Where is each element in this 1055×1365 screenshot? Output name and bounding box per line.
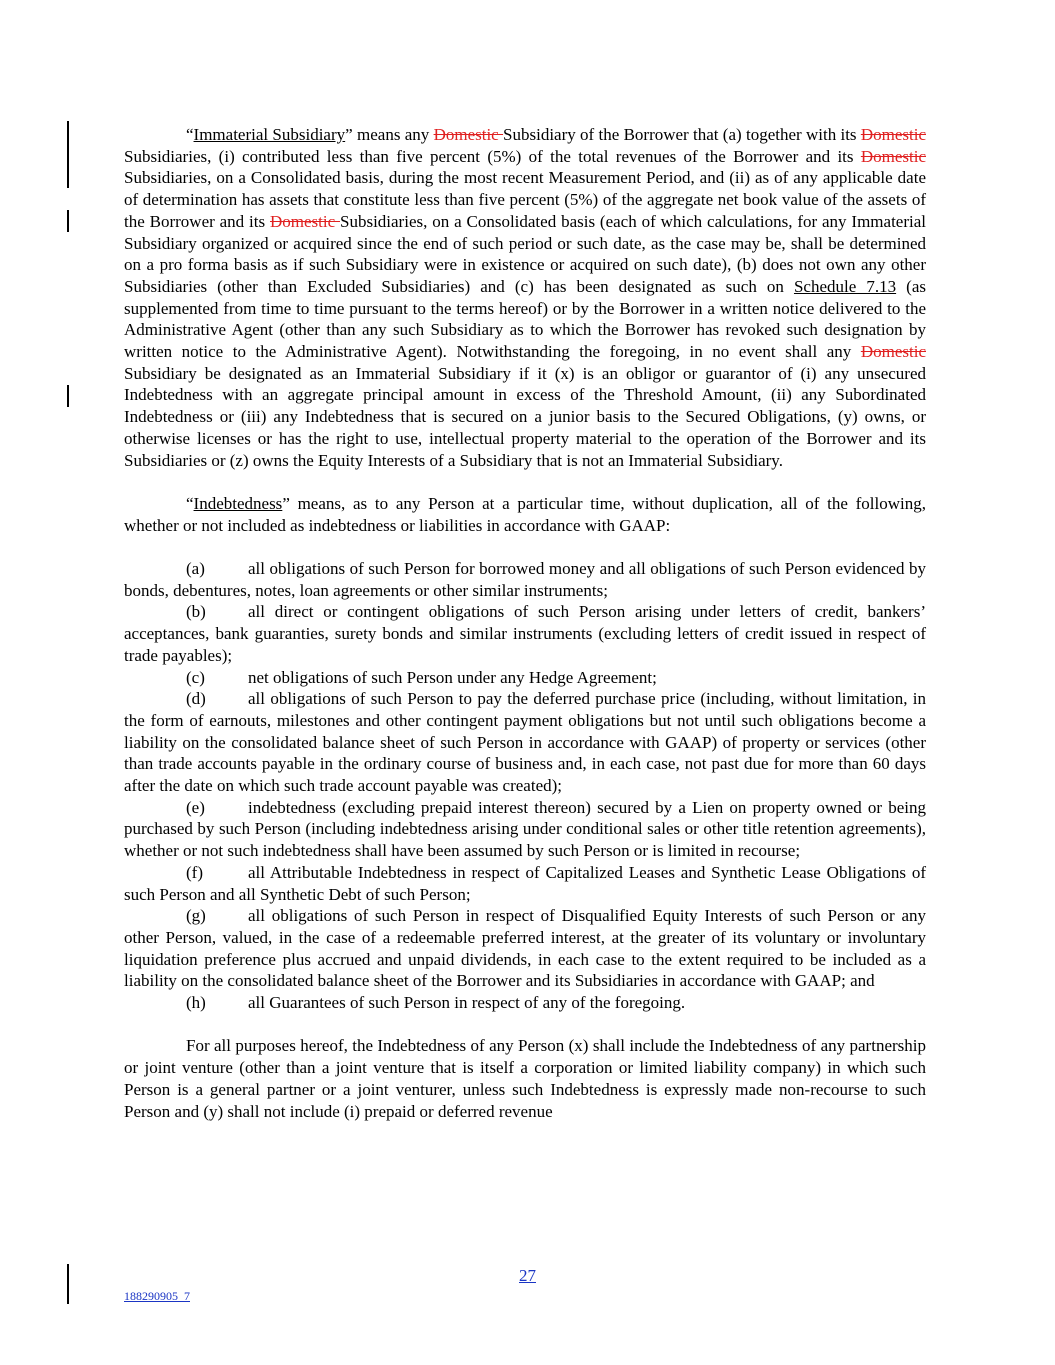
schedule-reference: Schedule 7.13 bbox=[793, 276, 897, 296]
defined-term: Immaterial Subsidiary bbox=[193, 125, 346, 144]
list-item: (g) all obligations of such Person in respect of Disqualified Equity Interests of such Person or any other Person, valued, in the case of a redeemable preferred interest, at the greater of its voluntary or involuntary liquidation preference plus accrued and unpaid dividends, in each case to the extent required to be included as a liability on the consolidated balance sheet of the Borrower and its Subsidiaries in accordance with GAAP; and bbox=[124, 906, 926, 991]
immaterial-subsidiary-definition: “Immaterial Subsidiary” means any Domestic Subsidiary of the Borrower that (a) together with its Domestic Subsidiaries, (i) contributed less than five percent (5%) of the total revenues of the Borrower and its Domestic Subsidiaries, on a Consolidated basis, during the most recent Measurement Period, and (ii) as of any applicable date of determination has assets that constitute less than five percent (5%) of the aggregate net book value of the assets of the Borrower and its Domestic Subsidiaries, on a Consolidated basis (each of which calculations, for any Immaterial Subsidiary organized or acquired since the end of such period or such date, as the case may be, shall be determined on a pro forma basis as if such Subsidiary were in existence or acquired on such date), (b) does not own any other Subsidiaries (other than Excluded Subsidiaries) and (c) has been designated as such on Schedule 7.13 (as supplemented from time to time pursuant to the terms hereof) or by the Borrower in a written notice delivered to the Administrative Agent (other than any such Subsidiary as to which the Borrower has revoked such designation by written notice to the Administrative Agent). Notwithstanding the foregoing, in no event shall any Domestic Subsidiary be designated as an Immaterial Subsidiary if it (x) is an obligor or guarantor of (i) any unsecured Indebtedness with an aggregate principal amount in excess of the Threshold Amount, (ii) any Subordinated Indebtedness or (iii) any Indebtedness that is secured on a junior basis to the Secured Obligations, (y) owns, or otherwise licenses or has the right to use, intellectual property material to the operation of the Borrower and its Subsidiaries or (z) owns the Equity Interests of a Subsidiary that is not an Immaterial Subsidiary. bbox=[124, 125, 926, 470]
deleted-text: Domestic bbox=[860, 125, 926, 144]
deleted-text: Domestic bbox=[860, 146, 926, 166]
list-item: (f) all Attributable Indebtedness in respect of Capitalized Leases and Synthetic Lease Obligations of such Person and all Synthetic Debt of such Person; bbox=[124, 862, 926, 904]
change-bar bbox=[67, 385, 69, 407]
defined-term: Indebtedness bbox=[193, 493, 283, 513]
deleted-text: Domestic bbox=[860, 342, 926, 362]
list-item: (b) all direct or contingent obligations of such Person arising under letters of credit, bankers’ acceptances, bank guaranties, surety bonds and similar instruments (excluding letters of credit issued in respect of trade payables); bbox=[124, 602, 926, 665]
list-item: (e) indebtedness (excluding prepaid interest thereon) secured by a Lien on property owned or being purchased by such Person (including indebtedness arising under conditional sales or other title retention agreements), whether or not such indebtedness shall have been assumed by such Person or is limited in recourse; bbox=[124, 797, 926, 861]
list-item: (d) all obligations of such Person to pay the deferred purchase price (including, without limitation, in the form of earnouts, milestones and other contingent payment obligations but not until such obligations become a liability on the consolidated balance sheet of such Person in accordance with GAAP) of property or services (other than trade accounts payable in the ordinary course of business and, in each case, not past due for more than 60 days after the date on which such trade account payable was created); bbox=[124, 689, 926, 796]
page-number: 27 bbox=[519, 1266, 536, 1285]
list-item: (a) all obligations of such Person for borrowed money and all obligations of such Person evidenced by bonds, debentures, notes, loan agreements or other similar instruments; bbox=[124, 559, 926, 600]
purposes-paragraph: For all purposes hereof, the Indebtedness of any Person (x) shall include the Indebtedness of any partnership or joint venture (other than a joint venture that is itself a corporation or limited liability company) in which such Person is a general partner or a joint venturer, unless such Indebtedness is expressly made non-recourse to such Person and (y) shall not include (i) prepaid or deferred revenue bbox=[124, 1036, 926, 1121]
document-id: 188290905_7 bbox=[124, 1289, 190, 1303]
document-page bbox=[124, 124, 926, 1122]
indebtedness-definition: “Indebtedness” means, as to any Person at a particular time, without duplication, all of the following, whether or not included as indebtedness or liabilities in accordance with GAAP: bbox=[124, 493, 926, 535]
list-item: (h) all Guarantees of such Person in respect of any of the foregoing. bbox=[186, 993, 686, 1013]
list-item: (c) net obligations of such Person under any Hedge Agreement; bbox=[186, 667, 657, 687]
deleted-text: Domestic bbox=[433, 125, 504, 144]
deleted-text: Domestic bbox=[269, 211, 340, 231]
change-bar bbox=[67, 210, 69, 232]
change-bar bbox=[67, 121, 69, 188]
